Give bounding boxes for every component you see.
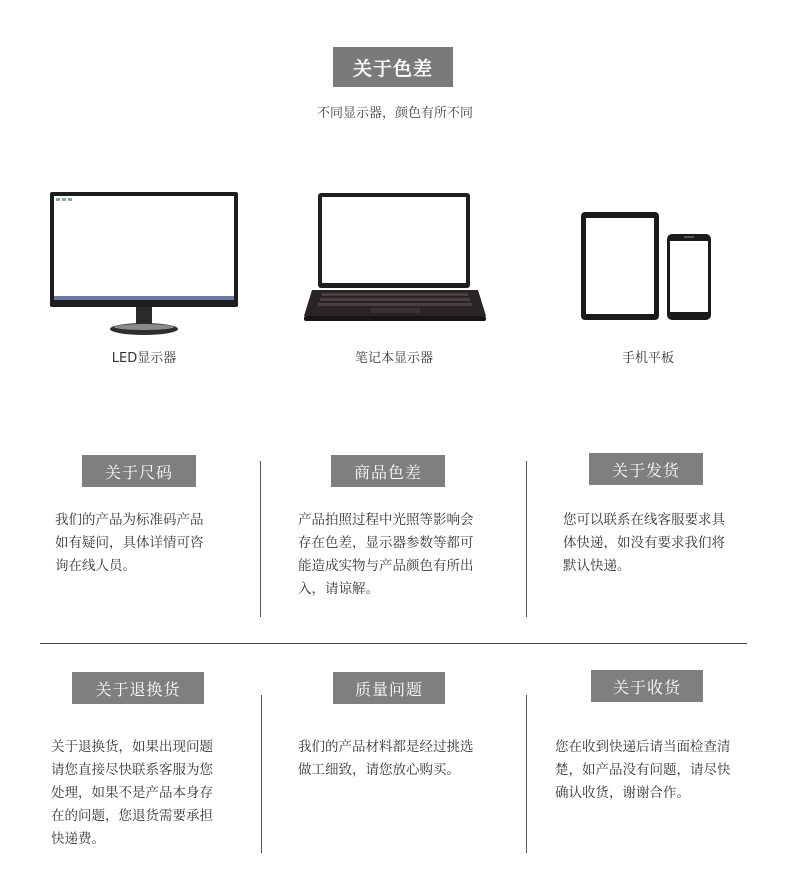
text-line: 在的问题，您退货需要承担 bbox=[51, 808, 213, 824]
section-title-returns: 关于退换货 bbox=[72, 672, 204, 704]
text-line: 产品拍照过程中光照等影响会 bbox=[298, 512, 474, 528]
text-line: 如有疑问，具体详情可咨 bbox=[55, 535, 204, 551]
text-line: 我们的产品材料都是经过挑选 bbox=[298, 739, 474, 755]
text-line: 询在线人员。 bbox=[55, 558, 136, 574]
section-text-shipping bbox=[563, 509, 763, 578]
page-title: 关于色差 bbox=[333, 47, 453, 87]
text-line: 确认收货，谢谢合作。 bbox=[555, 785, 690, 801]
column-divider bbox=[260, 461, 261, 617]
section-text-returns bbox=[51, 736, 251, 851]
text-line: 您可以联系在线客服要求具 bbox=[563, 512, 725, 528]
section-text-quality bbox=[298, 736, 513, 782]
section-title-receiving: 关于收货 bbox=[591, 670, 703, 702]
text-line: 我们的产品为标准码产品 bbox=[55, 512, 204, 528]
column-divider bbox=[526, 461, 527, 617]
section-title-color-difference: 商品色差 bbox=[331, 455, 445, 487]
column-divider bbox=[526, 695, 527, 853]
text-line: 入，请谅解。 bbox=[298, 581, 379, 597]
text-line: 处理，如果不是产品本身存 bbox=[51, 785, 213, 801]
row-divider bbox=[40, 643, 747, 644]
text-line: 做工细致，请您放心购买。 bbox=[298, 762, 460, 778]
section-title-size: 关于尺码 bbox=[82, 455, 196, 487]
section-title-quality: 质量问题 bbox=[333, 672, 445, 704]
text-line: 快递费。 bbox=[51, 831, 105, 847]
text-line: 楚，如产品没有问题，请尽快 bbox=[555, 762, 731, 778]
text-line: 体快递，如没有要求我们将 bbox=[563, 535, 725, 551]
section-text-size bbox=[55, 509, 250, 578]
laptop-icon bbox=[300, 190, 490, 328]
text-line: 能造成实物与产品颜色有所出 bbox=[298, 558, 474, 574]
text-line: 请您直接尽快联系客服为您 bbox=[51, 762, 213, 778]
device-label-led: LED显示器 bbox=[111, 351, 177, 366]
section-title-shipping: 关于发货 bbox=[589, 453, 703, 485]
section-text-color-difference bbox=[298, 509, 513, 601]
text-line: 默认快递。 bbox=[563, 558, 631, 574]
led-monitor-icon bbox=[48, 188, 240, 338]
device-label-laptop: 笔记本显示器 bbox=[354, 351, 433, 366]
page-subtitle: 不同显示器，颜色有所不同 bbox=[316, 106, 473, 121]
tablet-phone-icon bbox=[578, 208, 718, 326]
text-line: 关于退换货，如果出现问题 bbox=[51, 739, 213, 755]
section-text-receiving bbox=[555, 736, 770, 805]
text-line: 存在色差，显示器参数等都可 bbox=[298, 535, 474, 551]
text-line: 您在收到快递后请当面检查清 bbox=[555, 739, 731, 755]
column-divider bbox=[261, 695, 262, 853]
device-label-tablet-phone: 手机平板 bbox=[621, 351, 674, 366]
